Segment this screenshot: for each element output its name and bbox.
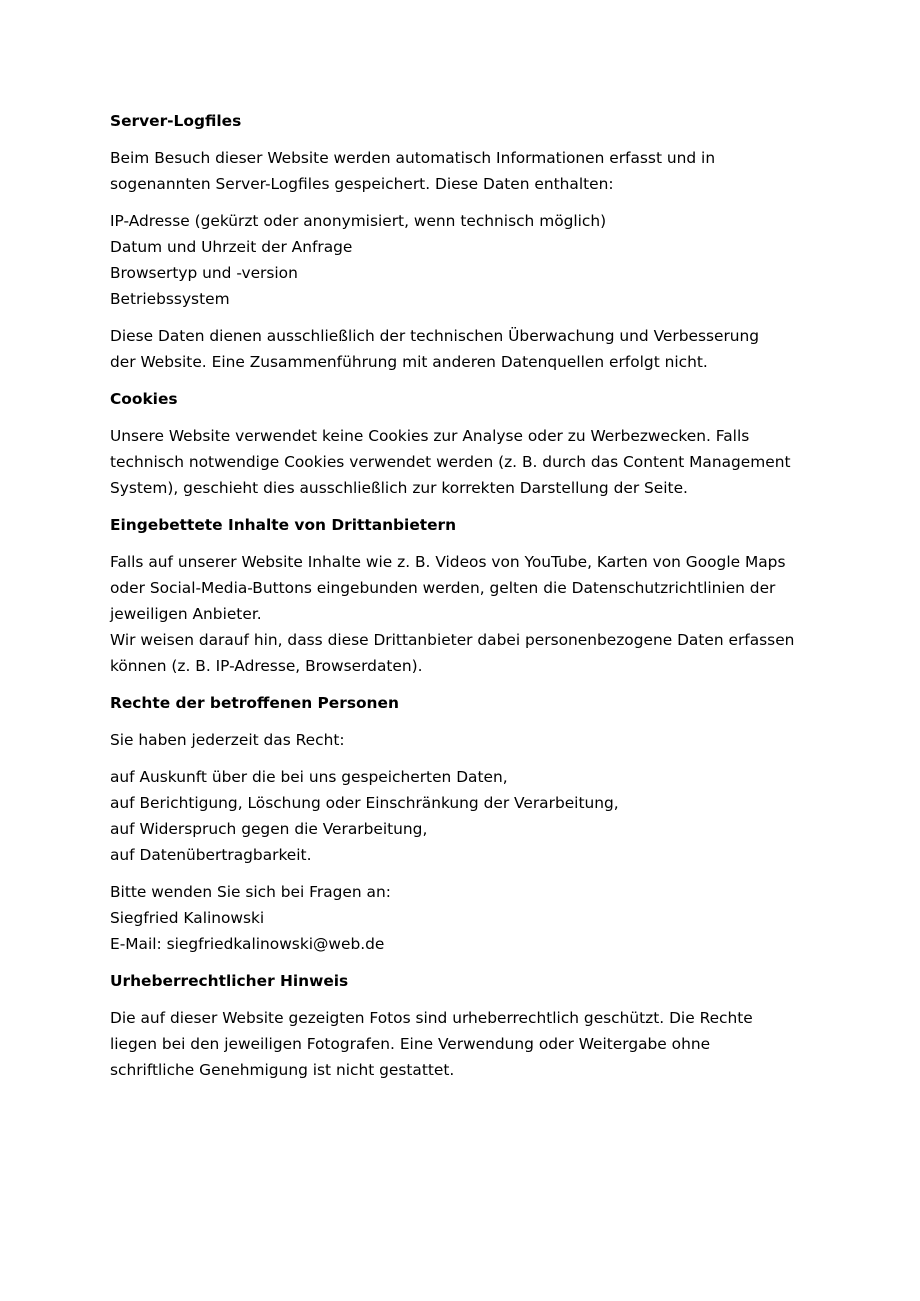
contact-name: Siegfried Kalinowski xyxy=(110,909,265,927)
section-heading: Cookies xyxy=(110,390,178,408)
text-line: sogenannten Server-Logfiles gespeichert. Diese Daten enthalten: xyxy=(110,175,614,193)
text-line: Die auf dieser Website gezeigten Fotos sind urheberrechtlich geschützt. Die Rechte xyxy=(110,1009,753,1027)
list-item: Betriebssystem xyxy=(110,290,230,308)
text-line: jeweiligen Anbieter. xyxy=(110,605,262,623)
section-heading: Urheberrechtlicher Hinweis xyxy=(110,972,349,990)
list-item: auf Auskunft über die bei uns gespeicherten Daten, xyxy=(110,768,508,786)
text-line: können (z. B. IP-Adresse, Browserdaten). xyxy=(110,657,423,675)
list-item: Datum und Uhrzeit der Anfrage xyxy=(110,238,353,256)
text-line: Beim Besuch dieser Website werden automatisch Informationen erfasst und in xyxy=(110,149,716,167)
text-line: System), geschieht dies ausschließlich zur korrekten Darstellung der Seite. xyxy=(110,479,688,497)
paragraph xyxy=(110,145,830,197)
section-third-party-content xyxy=(110,512,830,679)
contact-block xyxy=(110,879,830,957)
list-item: auf Datenübertragbarkeit. xyxy=(110,846,312,864)
text-line: Bitte wenden Sie sich bei Fragen an: xyxy=(110,883,391,901)
section-cookies xyxy=(110,386,830,501)
section-heading: Eingebettete Inhalte von Drittanbietern xyxy=(110,516,457,534)
text-line: Falls auf unserer Website Inhalte wie z. B. Videos von YouTube, Karten von Google Maps xyxy=(110,553,786,571)
list-block xyxy=(110,764,830,868)
list-item: IP-Adresse (gekürzt oder anonymisiert, wenn technisch möglich) xyxy=(110,212,607,230)
section-server-logfiles xyxy=(110,108,830,375)
section-heading: Rechte der betroffenen Personen xyxy=(110,694,399,712)
section-heading: Server-Logfiles xyxy=(110,112,242,130)
text-line: Wir weisen darauf hin, dass diese Drittanbieter dabei personenbezogene Daten erfassen xyxy=(110,631,795,649)
list-item: auf Widerspruch gegen die Verarbeitung, xyxy=(110,820,428,838)
text-line: liegen bei den jeweiligen Fotografen. Eine Verwendung oder Weitergabe ohne xyxy=(110,1035,711,1053)
paragraph xyxy=(110,423,830,501)
contact-email: E-Mail: siegfriedkalinowski@web.de xyxy=(110,935,385,953)
list-item: auf Berichtigung, Löschung oder Einschränkung der Verarbeitung, xyxy=(110,794,619,812)
text-line: technisch notwendige Cookies verwendet werden (z. B. durch das Content Management xyxy=(110,453,791,471)
text-line: Diese Daten dienen ausschließlich der technischen Überwachung und Verbesserung xyxy=(110,327,760,345)
text-line: der Website. Eine Zusammenführung mit anderen Datenquellen erfolgt nicht. xyxy=(110,353,708,371)
list-item: Browsertyp und -version xyxy=(110,264,298,282)
text-line: Sie haben jederzeit das Recht: xyxy=(110,731,345,749)
paragraph xyxy=(110,549,830,679)
section-data-subject-rights xyxy=(110,690,830,957)
document-content xyxy=(110,108,830,1094)
text-line: Unsere Website verwendet keine Cookies zur Analyse oder zu Werbezwecken. Falls xyxy=(110,427,750,445)
paragraph xyxy=(110,323,830,375)
list-block xyxy=(110,208,830,312)
paragraph xyxy=(110,727,830,753)
text-line: oder Social-Media-Buttons eingebunden werden, gelten die Datenschutzrichtlinien der xyxy=(110,579,776,597)
paragraph xyxy=(110,1005,830,1083)
text-line: schriftliche Genehmigung ist nicht gestattet. xyxy=(110,1061,455,1079)
section-copyright-notice xyxy=(110,968,830,1083)
